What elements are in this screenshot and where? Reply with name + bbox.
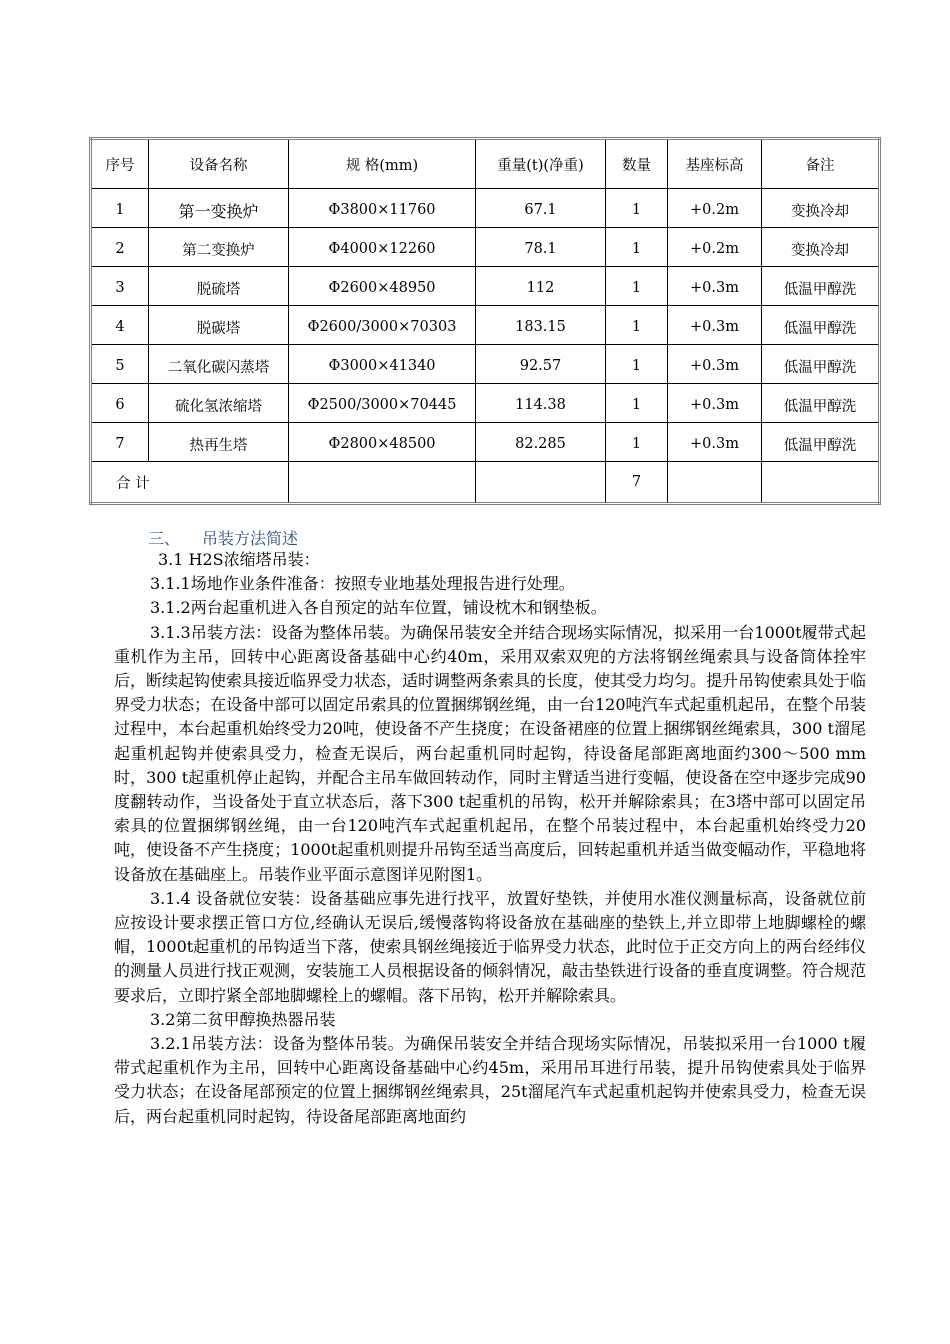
table-row xyxy=(91,423,880,462)
equipment-table xyxy=(89,137,881,505)
cell-weight: 114.38 xyxy=(476,384,606,423)
cell-name: 第二变换炉 xyxy=(149,228,289,267)
cell-spec: Φ2600/3000×70303 xyxy=(289,306,476,345)
cell-elevation: +0.2m xyxy=(668,228,762,267)
paragraph-3-1-3: 3.1.3吊装方法：设备为整体吊装。为确保吊装安全并结合现场实际情况，拟采用一台1000t履带式起重机作为主吊，回转中心距离设备基础中心约40m，采用双索双兜的方法将钢丝绳索具与设备筒体拴牢后，断续起钩使索具接近临界受力状态，适时调整两条索具的长度，使其受力均匀。提升吊钩使索具处于临界受力状态；在设备中部可以固定吊索具的位置捆绑钢丝绳，由一台120吨汽车式起重机起吊，在整个吊装过程中，本台起重机始终受力20吨，使设备不产生挠度；在设备裙座的位置上捆绑钢丝绳索具，300 t溜尾起重机起钩并使索具受力，检查无误后，两台起重机同时起钩，待设备尾部距离地面约300～500 mm时，300 t起重机停止起钩，并配合主吊车做回转动作，同时主臂适当进行变幅，使设备在空中逐步完成90度翻转动作，当设备处于直立状态后，落下300 t起重机的吊钩，松开并解除索具；在3塔中部可以固定吊索具的位置捆绑钢丝绳，由一台120吨汽车式起重机起吊，在整个吊装过程中，本台起重机始终受力20吨，使设备不产生挠度；1000t起重机则提升吊钩至适当高度后，回转起重机并适当做变幅动作，平稳地将设备放在基础座上。吊装作业平面示意图详见附图1。 xyxy=(114,622,867,884)
cell-qty: 1 xyxy=(606,189,668,228)
cell-weight: 82.285 xyxy=(476,423,606,462)
total-note-empty xyxy=(762,462,880,504)
total-qty: 7 xyxy=(606,462,668,504)
header-weight: 重量(t)(净重) xyxy=(476,139,606,189)
cell-elevation: +0.3m xyxy=(668,267,762,306)
header-spec: 规 格(mm) xyxy=(289,139,476,189)
cell-spec: Φ4000×12260 xyxy=(289,228,476,267)
cell-note: 低温甲醇洗 xyxy=(762,345,880,384)
cell-elevation: +0.3m xyxy=(668,345,762,384)
header-note: 备注 xyxy=(762,139,880,189)
cell-elevation: +0.3m xyxy=(668,306,762,345)
header-no: 序号 xyxy=(91,139,149,189)
cell-no: 3 xyxy=(91,267,149,306)
cell-note: 低温甲醇洗 xyxy=(762,423,880,462)
cell-qty: 1 xyxy=(606,228,668,267)
table-row xyxy=(91,267,880,306)
cell-name: 热再生塔 xyxy=(149,423,289,462)
cell-weight: 112 xyxy=(476,267,606,306)
body-text xyxy=(114,548,866,1129)
cell-note: 低温甲醇洗 xyxy=(762,384,880,423)
cell-no: 2 xyxy=(91,228,149,267)
total-spec-empty xyxy=(289,462,476,504)
section-title: 吊装方法简述 xyxy=(202,529,299,548)
total-label: 合 计 xyxy=(91,462,289,504)
cell-name: 脱碳塔 xyxy=(149,306,289,345)
cell-weight: 183.15 xyxy=(476,306,606,345)
table-row xyxy=(91,345,880,384)
total-weight-empty xyxy=(476,462,606,504)
cell-qty: 1 xyxy=(606,306,668,345)
table-row xyxy=(91,228,880,267)
cell-qty: 1 xyxy=(606,267,668,306)
table-row xyxy=(91,384,880,423)
cell-name: 二氧化碳闪蒸塔 xyxy=(149,345,289,384)
section-number: 三、 xyxy=(148,529,181,548)
cell-elevation: +0.3m xyxy=(668,423,762,462)
cell-weight: 92.57 xyxy=(476,345,606,384)
table-row xyxy=(91,189,880,228)
paragraph-3-2: 3.2第二贫甲醇换热器吊装 xyxy=(150,1009,336,1029)
header-elevation: 基座标高 xyxy=(668,139,762,189)
cell-note: 低温甲醇洗 xyxy=(762,306,880,345)
cell-name: 第一变换炉 xyxy=(149,189,289,228)
cell-name: 硫化氢浓缩塔 xyxy=(149,384,289,423)
total-elevation-empty xyxy=(668,462,762,504)
cell-name: 脱硫塔 xyxy=(149,267,289,306)
paragraph-3-1: 3.1 H2S浓缩塔吊装： xyxy=(158,550,320,569)
cell-no: 7 xyxy=(91,423,149,462)
cell-note: 变换冷却 xyxy=(762,189,880,228)
cell-no: 6 xyxy=(91,384,149,423)
header-qty: 数量 xyxy=(606,139,668,189)
cell-no: 1 xyxy=(91,189,149,228)
cell-weight: 78.1 xyxy=(476,228,606,267)
cell-spec: Φ3800×11760 xyxy=(289,189,476,228)
paragraph-3-1-4: 3.1.4 设备就位安装：设备基础应事先进行找平，放置好垫铁，并使用水准仪测量标高，设备就位前应按设计要求摆正管口方位,经确认无误后,缓慢落钩将设备放在基础座的垫铁上,并立即带上地脚螺栓的螺帽，1000t起重机的吊钩适当下落，使索具钢丝绳接近于临界受力状态，此时位于正交方向上的两台经纬仪的测量人员进行找正观测，安装施工人员根据设备的倾斜情况，敲击垫铁进行设备的垂直度调整。符合规范要求后，立即拧紧全部地脚螺栓上的螺帽。落下吊钩，松开并解除索具。 xyxy=(114,888,867,1005)
cell-elevation: +0.2m xyxy=(668,189,762,228)
cell-spec: Φ2600×48950 xyxy=(289,267,476,306)
section-heading xyxy=(148,526,298,549)
cell-no: 4 xyxy=(91,306,149,345)
cell-qty: 1 xyxy=(606,345,668,384)
cell-spec: Φ2800×48500 xyxy=(289,423,476,462)
cell-spec: Φ3000×41340 xyxy=(289,345,476,384)
table-row xyxy=(91,306,880,345)
cell-note: 变换冷却 xyxy=(762,228,880,267)
paragraph-3-1-1: 3.1.1场地作业条件准备：按照专业地基处理报告进行处理。 xyxy=(150,574,575,594)
paragraph-3-2-1: 3.2.1吊装方法：设备为整体吊装。为确保吊装安全并结合现场实际情况，吊装拟采用一台1000 t履带式起重机作为主吊，回转中心距离设备基础中心约45m，采用吊耳进行吊装，提升吊钩使索具处于临界受力状态；在设备尾部预定的位置上捆绑钢丝绳索具，25t溜尾汽车式起重机起钩并使索具受力，检查无误后，两台起重机同时起钩，待设备尾部距离地面约 xyxy=(114,1034,866,1126)
cell-qty: 1 xyxy=(606,423,668,462)
table-header-row xyxy=(91,139,880,189)
cell-elevation: +0.3m xyxy=(668,384,762,423)
header-name: 设备名称 xyxy=(149,139,289,189)
cell-spec: Φ2500/3000×70445 xyxy=(289,384,476,423)
table-total-row xyxy=(91,462,880,504)
cell-weight: 67.1 xyxy=(476,189,606,228)
paragraph-3-1-2: 3.1.2两台起重机进入各自预定的站车位置，铺设枕木和钢垫板。 xyxy=(150,598,607,618)
cell-note: 低温甲醇洗 xyxy=(762,267,880,306)
cell-qty: 1 xyxy=(606,384,668,423)
cell-no: 5 xyxy=(91,345,149,384)
